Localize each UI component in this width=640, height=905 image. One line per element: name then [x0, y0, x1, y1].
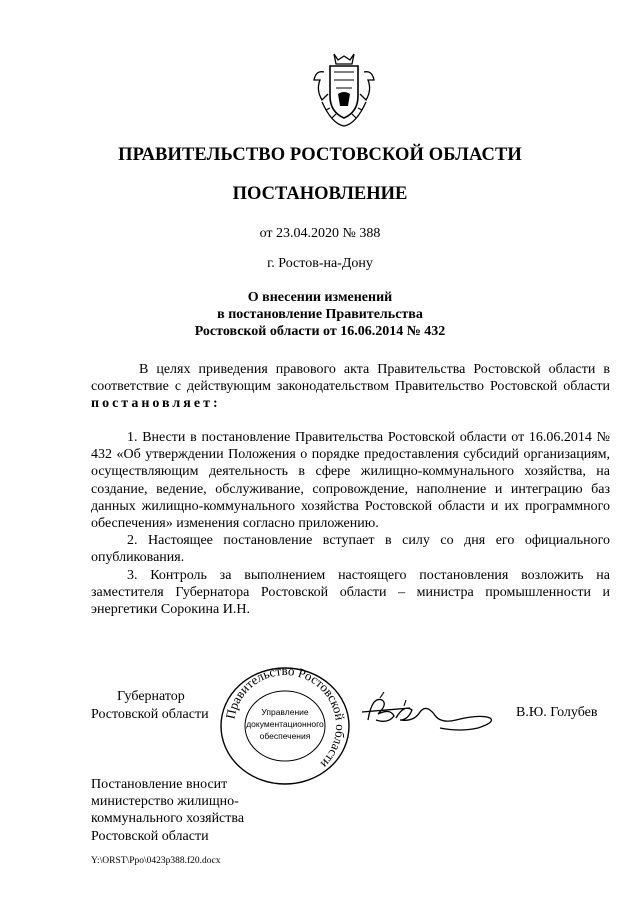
- city: г. Ростов-на-Дону: [267, 256, 373, 271]
- stamp-line: обеспечения: [259, 731, 311, 741]
- preamble-verb: постановляет:: [91, 396, 221, 412]
- note-line: коммунального хозяйства: [91, 811, 245, 827]
- signatory-title-line: Губернатор: [117, 689, 185, 704]
- subject-line: О внесении изменений: [247, 290, 393, 305]
- date-number: от 23.04.2020 № 388: [259, 226, 381, 241]
- preamble-text: В целях приведения правового акта Правительства Ростовской области в соответствие с действующим законодательством Правительство Ростовской области: [91, 362, 610, 395]
- stamp-line: документационного: [246, 719, 324, 729]
- handwritten-signature: [360, 690, 500, 734]
- submission-note: [91, 776, 244, 845]
- signatory-name: В.Ю. Голубев: [516, 705, 598, 720]
- list-item: 3. Контроль за выполнением настоящего постановления возложить на заместителя Губернатора Ростовской области – министра промышленности и энергетики Сорокина И.Н.: [91, 567, 610, 618]
- note-line: Ростовской области: [91, 828, 209, 844]
- signatory-title: [91, 688, 209, 723]
- items-list: [91, 429, 610, 618]
- note-line: министерство жилищно-: [91, 794, 239, 810]
- subject-line: Ростовской области от 16.06.2014 № 432: [194, 324, 446, 339]
- document-type: ПОСТАНОВЛЕНИЕ: [232, 184, 408, 204]
- stamp-line: Управление: [261, 707, 309, 717]
- list-item: 2. Настоящее постановление вступает в силу со дня его официального опубликования.: [91, 533, 610, 566]
- coat-of-arms-icon: [312, 50, 376, 130]
- signatory-title-line: Ростовской области: [91, 706, 209, 722]
- subject-line: в постановление Правительства: [217, 307, 423, 322]
- list-item: 1. Внести в постановление Правительства Ростовской области от 16.06.2014 № 432 «Об утверждении Положения о порядке предоставления субсидий организациям, осуществляющим деятельность в сфере жилищно-коммунального хозяйства, на создание, ведение, обслуживание, сопровождение, наполнение и интеграцию баз данных жилищно-коммунального хозяйства Ростовской области и их программного обеспечения» изменения согласно приложению.: [91, 430, 610, 532]
- note-line: Постановление вносит: [91, 777, 228, 792]
- government-title: ПРАВИТЕЛЬСТВО РОСТОВСКОЙ ОБЛАСТИ: [118, 145, 522, 165]
- stamp-seal: [218, 664, 352, 788]
- preamble: [91, 361, 610, 413]
- stamp-ring-text: Правительство Ростовской области: [222, 664, 349, 772]
- subject: [0, 289, 640, 340]
- file-path: Y:\ORST\Ppo\0423p388.f20.docx: [91, 856, 221, 866]
